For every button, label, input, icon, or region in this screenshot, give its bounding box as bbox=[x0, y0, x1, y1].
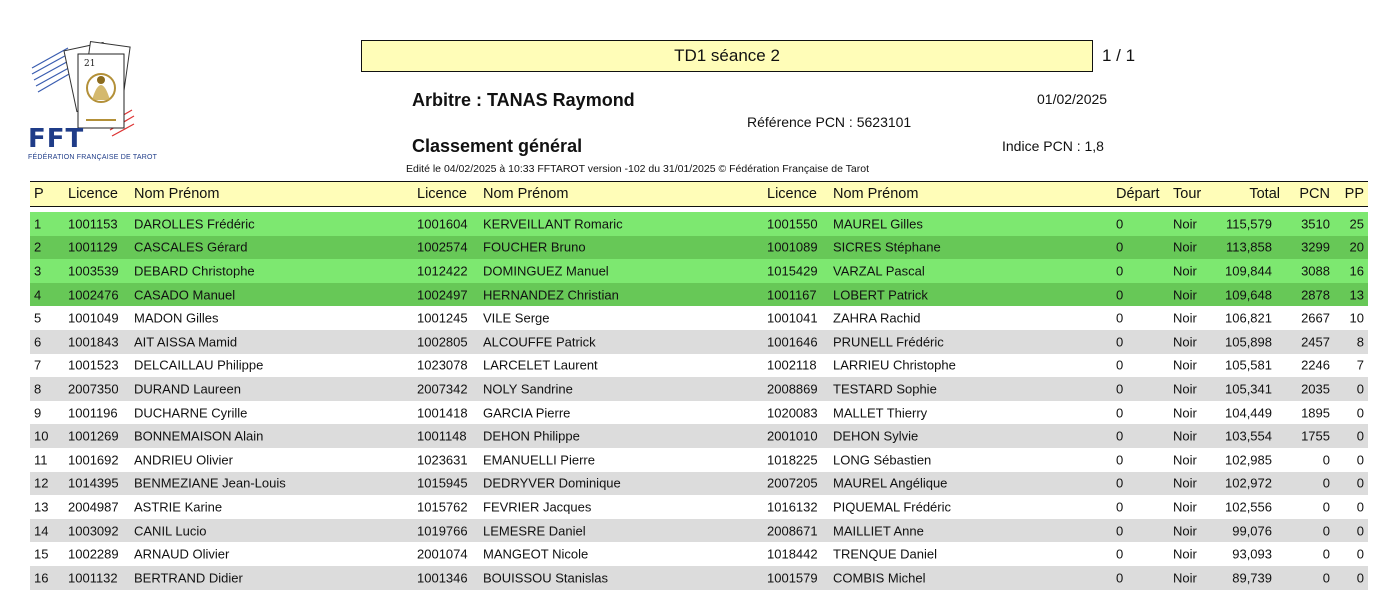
table-row bbox=[30, 377, 1368, 401]
cell-pcn: 0 bbox=[1322, 475, 1330, 491]
cell-name-2: GARCIA Pierre bbox=[483, 405, 571, 421]
cell-total: 103,554 bbox=[1225, 428, 1272, 444]
cell-licence-3: 1018442 bbox=[767, 546, 818, 562]
cell-rank: 1 bbox=[34, 216, 42, 232]
cell-total: 102,985 bbox=[1225, 452, 1272, 468]
cell-depart: 0 bbox=[1116, 334, 1124, 350]
cell-name-1: AIT AISSA Mamid bbox=[134, 334, 238, 350]
cell-name-3: MAUREL Angélique bbox=[833, 475, 948, 491]
cell-total: 93,093 bbox=[1232, 546, 1272, 562]
cell-pcn: 0 bbox=[1322, 570, 1330, 586]
cell-tour: Noir bbox=[1173, 570, 1197, 586]
cell-name-1: ANDRIEU Olivier bbox=[134, 452, 233, 468]
col-p: P bbox=[34, 186, 44, 202]
cell-depart: 0 bbox=[1116, 405, 1124, 421]
cell-licence-3: 1001579 bbox=[767, 570, 818, 586]
cell-licence-3: 1015429 bbox=[767, 263, 818, 279]
cell-licence-1: 1002289 bbox=[68, 546, 119, 562]
table-row bbox=[30, 401, 1368, 425]
cell-rank: 16 bbox=[34, 570, 49, 586]
cell-licence-1: 1001269 bbox=[68, 428, 119, 444]
cell-tour: Noir bbox=[1173, 239, 1197, 255]
cell-tour: Noir bbox=[1173, 405, 1197, 421]
cell-total: 104,449 bbox=[1225, 405, 1272, 421]
cell-name-1: BONNEMAISON Alain bbox=[134, 428, 264, 444]
session-title-box bbox=[361, 40, 1093, 72]
cell-name-3: PRUNELL Frédéric bbox=[833, 334, 944, 350]
cell-depart: 0 bbox=[1116, 381, 1124, 397]
cell-pp: 0 bbox=[1356, 570, 1364, 586]
cell-pp: 10 bbox=[1349, 310, 1364, 326]
ranking-table bbox=[30, 181, 1368, 590]
cell-licence-2: 1019766 bbox=[417, 523, 468, 539]
cell-pcn: 3088 bbox=[1301, 263, 1330, 279]
cell-depart: 0 bbox=[1116, 499, 1124, 515]
table-row bbox=[30, 495, 1368, 519]
cell-pp: 7 bbox=[1356, 357, 1364, 373]
cell-licence-3: 1020083 bbox=[767, 405, 818, 421]
cell-total: 113,858 bbox=[1225, 239, 1272, 255]
cell-tour: Noir bbox=[1173, 546, 1197, 562]
cell-licence-1: 1003539 bbox=[68, 263, 119, 279]
cell-name-1: CANIL Lucio bbox=[134, 523, 207, 539]
cell-name-1: CASADO Manuel bbox=[134, 287, 236, 303]
col-name-3: Nom Prénom bbox=[833, 186, 919, 202]
fft-logo bbox=[28, 40, 148, 170]
cell-pcn: 0 bbox=[1322, 546, 1330, 562]
svg-text:21: 21 bbox=[84, 59, 96, 69]
col-tour: Tour bbox=[1173, 186, 1202, 202]
table-row bbox=[30, 330, 1368, 354]
cell-licence-1: 2007350 bbox=[68, 381, 119, 397]
cell-tour: Noir bbox=[1173, 475, 1197, 491]
cell-licence-2: 1012422 bbox=[417, 263, 468, 279]
cell-licence-1: 1001196 bbox=[68, 405, 118, 421]
cell-name-1: DUCHARNE Cyrille bbox=[134, 405, 248, 421]
cell-total: 105,581 bbox=[1225, 357, 1272, 373]
cell-name-1: DURAND Laureen bbox=[134, 381, 241, 397]
cell-name-2: HERNANDEZ Christian bbox=[483, 287, 619, 303]
cell-name-3: LONG Sébastien bbox=[833, 452, 932, 468]
cell-licence-3: 1001089 bbox=[767, 239, 818, 255]
cell-licence-2: 1002574 bbox=[417, 239, 468, 255]
col-licence-1: Licence bbox=[68, 186, 118, 202]
cell-pcn: 2246 bbox=[1301, 357, 1330, 373]
table-row bbox=[30, 566, 1368, 590]
cell-total: 105,898 bbox=[1225, 334, 1272, 350]
cell-licence-2: 1001245 bbox=[417, 310, 468, 326]
cell-name-3: TESTARD Sophie bbox=[833, 381, 937, 397]
cell-name-1: CASCALES Gérard bbox=[134, 239, 248, 255]
cell-licence-3: 1001167 bbox=[767, 287, 817, 303]
cell-total: 99,076 bbox=[1232, 523, 1272, 539]
cell-licence-1: 1001153 bbox=[68, 216, 118, 232]
cell-pcn: 1895 bbox=[1301, 405, 1330, 421]
cell-name-3: LARRIEU Christophe bbox=[833, 357, 956, 373]
fft-logo-text: FFT bbox=[28, 124, 85, 154]
cell-licence-3: 2007205 bbox=[767, 475, 818, 491]
cell-pp: 0 bbox=[1356, 381, 1364, 397]
cell-name-2: LEMESRE Daniel bbox=[483, 523, 586, 539]
cell-licence-2: 1015945 bbox=[417, 475, 468, 491]
cell-pcn: 2035 bbox=[1301, 381, 1330, 397]
cell-licence-3: 2008869 bbox=[767, 381, 818, 397]
cell-name-3: COMBIS Michel bbox=[833, 570, 926, 586]
col-pcn: PCN bbox=[1299, 186, 1330, 202]
cell-depart: 0 bbox=[1116, 357, 1124, 373]
cell-name-2: DEDRYVER Dominique bbox=[483, 475, 621, 491]
cell-licence-1: 1001692 bbox=[68, 452, 119, 468]
cell-pcn: 3299 bbox=[1301, 239, 1330, 255]
table-row bbox=[30, 236, 1368, 260]
cell-rank: 4 bbox=[34, 287, 42, 303]
cell-pp: 0 bbox=[1356, 452, 1364, 468]
cell-name-3: MALLET Thierry bbox=[833, 405, 928, 421]
cell-licence-2: 2007342 bbox=[417, 381, 468, 397]
cell-licence-2: 1001418 bbox=[417, 405, 468, 421]
cell-pp: 0 bbox=[1356, 523, 1364, 539]
cell-rank: 3 bbox=[34, 263, 42, 279]
table-row bbox=[30, 212, 1368, 236]
cell-depart: 0 bbox=[1116, 546, 1124, 562]
cell-name-1: DELCAILLAU Philippe bbox=[134, 357, 264, 373]
col-name-2: Nom Prénom bbox=[483, 186, 569, 202]
cell-rank: 6 bbox=[34, 334, 42, 350]
cell-rank: 9 bbox=[34, 405, 42, 421]
col-licence-3: Licence bbox=[767, 186, 817, 202]
cell-name-3: PIQUEMAL Frédéric bbox=[833, 499, 951, 515]
cell-licence-1: 1001843 bbox=[68, 334, 119, 350]
cell-name-2: ALCOUFFE Patrick bbox=[483, 334, 596, 350]
cell-depart: 0 bbox=[1116, 239, 1124, 255]
cell-licence-2: 2001074 bbox=[417, 546, 468, 562]
cell-name-2: VILE Serge bbox=[483, 310, 550, 326]
cell-total: 109,648 bbox=[1225, 287, 1272, 303]
cell-pcn: 1755 bbox=[1301, 428, 1330, 444]
cell-pcn: 3510 bbox=[1301, 216, 1330, 232]
col-depart: Départ bbox=[1116, 186, 1160, 202]
cell-pp: 13 bbox=[1349, 287, 1364, 303]
ranking-title: Classement général bbox=[412, 136, 583, 156]
cell-name-2: FOUCHER Bruno bbox=[483, 239, 586, 255]
cell-pp: 0 bbox=[1356, 499, 1364, 515]
indice-pcn: Indice PCN : 1,8 bbox=[1002, 138, 1104, 154]
cell-name-2: DOMINGUEZ Manuel bbox=[483, 263, 609, 279]
cell-name-2: DEHON Philippe bbox=[483, 428, 580, 444]
cell-name-1: DEBARD Christophe bbox=[134, 263, 255, 279]
cell-licence-3: 1001041 bbox=[767, 310, 818, 326]
cell-pcn: 0 bbox=[1322, 452, 1330, 468]
col-total: Total bbox=[1249, 186, 1280, 202]
cell-tour: Noir bbox=[1173, 499, 1197, 515]
cell-name-1: BENMEZIANE Jean-Louis bbox=[134, 475, 286, 491]
table-row bbox=[30, 448, 1368, 472]
cell-total: 102,972 bbox=[1225, 475, 1272, 491]
cell-rank: 7 bbox=[34, 357, 42, 373]
cell-depart: 0 bbox=[1116, 475, 1124, 491]
cell-rank: 12 bbox=[34, 475, 49, 491]
fft-caption: FÉDÉRATION FRANÇAISE DE TAROT bbox=[28, 154, 158, 161]
cell-total: 106,821 bbox=[1225, 310, 1272, 326]
cell-name-2: LARCELET Laurent bbox=[483, 357, 598, 373]
cell-pcn: 0 bbox=[1322, 523, 1330, 539]
table-row bbox=[30, 306, 1368, 330]
cell-pp: 16 bbox=[1349, 263, 1364, 279]
cell-depart: 0 bbox=[1116, 452, 1124, 468]
cell-name-3: DEHON Sylvie bbox=[833, 428, 919, 444]
cell-rank: 8 bbox=[34, 381, 42, 397]
table-row bbox=[30, 519, 1368, 543]
cell-name-2: NOLY Sandrine bbox=[483, 381, 573, 397]
cell-rank: 15 bbox=[34, 546, 49, 562]
cell-depart: 0 bbox=[1116, 263, 1124, 279]
cell-depart: 0 bbox=[1116, 216, 1124, 232]
cell-name-2: EMANUELLI Pierre bbox=[483, 452, 595, 468]
cell-pp: 25 bbox=[1349, 216, 1364, 232]
cell-total: 89,739 bbox=[1232, 570, 1272, 586]
cell-licence-2: 1001148 bbox=[417, 428, 467, 444]
cell-name-3: LOBERT Patrick bbox=[833, 287, 928, 303]
cell-tour: Noir bbox=[1173, 428, 1197, 444]
table-row bbox=[30, 354, 1368, 378]
cell-total: 115,579 bbox=[1225, 216, 1272, 232]
cell-name-2: KERVEILLANT Romaric bbox=[483, 216, 623, 232]
cell-tour: Noir bbox=[1173, 334, 1197, 350]
cell-total: 105,341 bbox=[1225, 381, 1272, 397]
table-row bbox=[30, 283, 1368, 307]
cell-tour: Noir bbox=[1173, 263, 1197, 279]
cell-tour: Noir bbox=[1173, 287, 1197, 303]
cell-licence-3: 1018225 bbox=[767, 452, 818, 468]
cell-licence-1: 1001523 bbox=[68, 357, 119, 373]
cell-tour: Noir bbox=[1173, 216, 1197, 232]
reference-pcn: Référence PCN : 5623101 bbox=[747, 114, 912, 130]
session-title: TD1 séance 2 bbox=[674, 46, 780, 65]
cell-licence-2: 1001604 bbox=[417, 216, 468, 232]
cell-licence-1: 1001129 bbox=[68, 239, 118, 255]
table-body bbox=[30, 212, 1368, 590]
col-name-1: Nom Prénom bbox=[134, 186, 220, 202]
cell-tour: Noir bbox=[1173, 452, 1197, 468]
cell-licence-1: 1003092 bbox=[68, 523, 119, 539]
cell-licence-2: 1002805 bbox=[417, 334, 468, 350]
event-date: 01/02/2025 bbox=[1037, 91, 1108, 107]
cell-rank: 10 bbox=[34, 428, 49, 444]
cell-licence-3: 2008671 bbox=[767, 523, 818, 539]
cell-name-1: ARNAUD Olivier bbox=[134, 546, 230, 562]
cell-licence-3: 1001550 bbox=[767, 216, 818, 232]
cell-licence-1: 2004987 bbox=[68, 499, 119, 515]
cell-pp: 20 bbox=[1349, 239, 1364, 255]
cell-depart: 0 bbox=[1116, 310, 1124, 326]
cell-depart: 0 bbox=[1116, 428, 1124, 444]
cell-licence-1: 1001049 bbox=[68, 310, 119, 326]
cell-rank: 5 bbox=[34, 310, 42, 326]
cell-name-3: MAUREL Gilles bbox=[833, 216, 923, 232]
cell-licence-2: 1002497 bbox=[417, 287, 468, 303]
cell-licence-2: 1023631 bbox=[417, 452, 468, 468]
cell-name-2: MANGEOT Nicole bbox=[483, 546, 589, 562]
cell-name-3: VARZAL Pascal bbox=[833, 263, 925, 279]
cell-depart: 0 bbox=[1116, 523, 1124, 539]
cell-licence-1: 1002476 bbox=[68, 287, 119, 303]
cell-licence-2: 1023078 bbox=[417, 357, 468, 373]
cell-pcn: 2878 bbox=[1301, 287, 1330, 303]
cell-total: 102,556 bbox=[1225, 499, 1272, 515]
cell-depart: 0 bbox=[1116, 287, 1124, 303]
col-pp: PP bbox=[1344, 186, 1364, 202]
cell-licence-3: 2001010 bbox=[767, 428, 818, 444]
edited-note: Edité le 04/02/2025 à 10:33 FFTAROT version -102 du 31/01/2025 © Fédération Française de Tarot bbox=[406, 163, 870, 175]
cell-licence-1: 1014395 bbox=[68, 475, 119, 491]
table-header bbox=[30, 181, 1368, 207]
page-number: 1 / 1 bbox=[1102, 46, 1136, 65]
cell-name-2: FEVRIER Jacques bbox=[483, 499, 592, 515]
cell-pcn: 0 bbox=[1322, 499, 1330, 515]
cell-pp: 0 bbox=[1356, 475, 1364, 491]
table-row bbox=[30, 424, 1368, 448]
cell-pp: 0 bbox=[1356, 546, 1364, 562]
cell-pcn: 2457 bbox=[1301, 334, 1330, 350]
cell-rank: 13 bbox=[34, 499, 49, 515]
cell-name-3: SICRES Stéphane bbox=[833, 239, 941, 255]
cell-name-3: ZAHRA Rachid bbox=[833, 310, 921, 326]
cell-name-1: MADON Gilles bbox=[134, 310, 219, 326]
cell-pp: 0 bbox=[1356, 428, 1364, 444]
cell-tour: Noir bbox=[1173, 523, 1197, 539]
table-row bbox=[30, 259, 1368, 283]
cell-pp: 0 bbox=[1356, 405, 1364, 421]
cell-name-1: ASTRIE Karine bbox=[134, 499, 223, 515]
cell-tour: Noir bbox=[1173, 310, 1197, 326]
cell-name-1: BERTRAND Didier bbox=[134, 570, 243, 586]
cell-licence-1: 1001132 bbox=[68, 570, 118, 586]
cell-name-3: MAILLIET Anne bbox=[833, 523, 924, 539]
cell-licence-3: 1016132 bbox=[767, 499, 818, 515]
cell-rank: 2 bbox=[34, 239, 42, 255]
referee: Arbitre : TANAS Raymond bbox=[412, 90, 635, 110]
cell-name-3: TRENQUE Daniel bbox=[833, 546, 938, 562]
cell-rank: 14 bbox=[34, 523, 49, 539]
cell-name-2: BOUISSOU Stanislas bbox=[483, 570, 608, 586]
cell-depart: 0 bbox=[1116, 570, 1124, 586]
cell-name-1: DAROLLES Frédéric bbox=[134, 216, 255, 232]
cell-pcn: 2667 bbox=[1301, 310, 1330, 326]
cell-tour: Noir bbox=[1173, 357, 1197, 373]
table-row bbox=[30, 542, 1368, 566]
table-row bbox=[30, 472, 1368, 496]
cell-pp: 8 bbox=[1356, 334, 1364, 350]
cell-licence-3: 1002118 bbox=[767, 357, 817, 373]
col-licence-2: Licence bbox=[417, 186, 467, 202]
cell-licence-3: 1001646 bbox=[767, 334, 818, 350]
cell-total: 109,844 bbox=[1225, 263, 1272, 279]
cell-tour: Noir bbox=[1173, 381, 1197, 397]
cell-rank: 11 bbox=[34, 452, 48, 468]
cell-licence-2: 1001346 bbox=[417, 570, 468, 586]
cell-licence-2: 1015762 bbox=[417, 499, 468, 515]
